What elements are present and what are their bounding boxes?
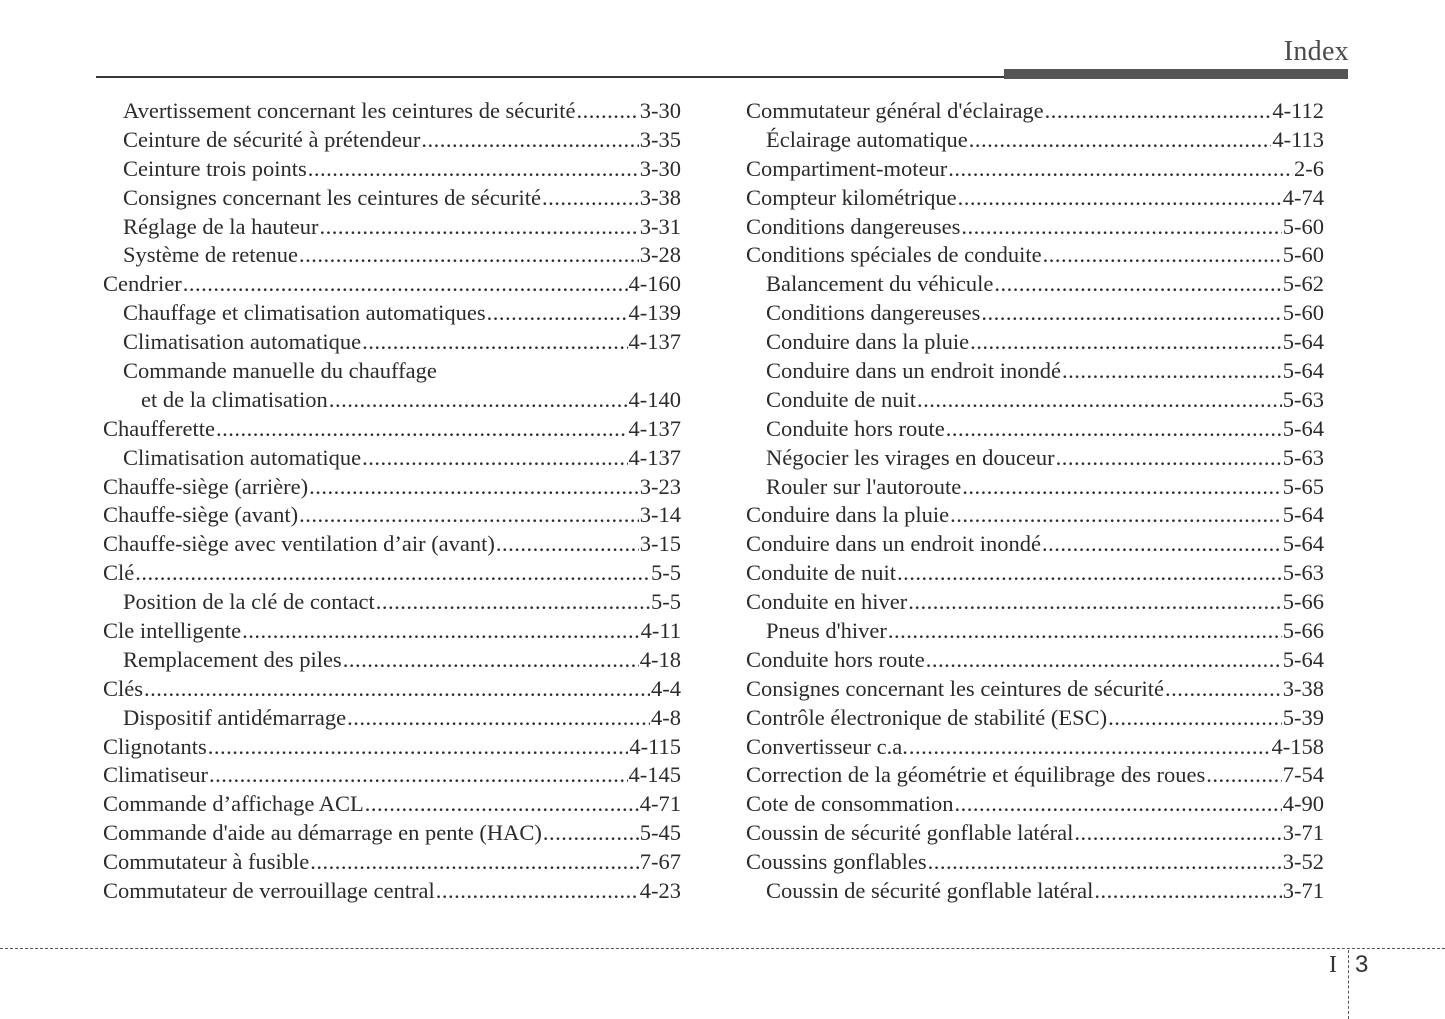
index-term: Climatisation automatique [123,329,362,355]
index-page-ref: 5-64 [1282,531,1324,557]
dot-leader [917,386,1282,415]
dot-leader [144,675,650,704]
index-term: Clé [103,560,135,586]
footer-dashed-rule [0,948,1445,949]
index-term: Consignes concernant les ceintures de sécurité [746,675,1164,701]
dot-leader [950,501,1282,530]
index-entry [746,733,1324,762]
dot-leader [320,213,639,242]
index-page-ref: 3-38 [1282,675,1324,701]
index-page-ref: 4-18 [639,646,681,672]
index-page-ref: 5-60 [1282,300,1324,326]
index-term: Avertissement concernant les ceintures de sécurité [123,98,576,123]
index-term: Rouler sur l'autoroute [766,473,962,499]
index-entry [103,184,681,213]
index-entry [103,386,681,415]
index-term: Conduire dans la pluie [746,502,950,528]
index-page-ref: 5-5 [651,589,681,615]
index-page-ref: 5-63 [1282,386,1324,412]
index-page-ref: 3-71 [1282,878,1324,904]
dot-leader [242,617,639,646]
index-term: Conditions dangereuses [766,300,981,326]
index-term: Ceinture de sécurité à prétendeur [123,126,421,152]
dot-leader [299,241,639,270]
index-entry [746,790,1324,819]
index-page-ref: 3-30 [639,98,681,123]
index-page-ref: 5-45 [639,820,681,846]
index-entry [746,819,1324,848]
dot-leader [948,155,1293,184]
index-page-ref: 3-52 [1282,849,1324,875]
index-entry [103,761,681,790]
index-term: Chauffe-siège (avant) [103,502,299,528]
index-term: Cote de consommation [746,791,954,817]
index-page-ref: 2-6 [1294,155,1324,181]
index-entry [746,473,1324,502]
index-term: Chaufferette [103,415,216,441]
index-page-ref: 4-158 [1271,733,1324,759]
footer-page-number: 3 [1355,951,1369,978]
dot-leader [376,588,650,617]
index-page-ref: 4-139 [628,300,681,326]
dot-leader [577,97,639,126]
index-term: Cendrier [103,271,182,297]
dot-leader [928,848,1282,877]
index-entry [746,761,1324,790]
index-term: Commande manuelle du chauffage [123,358,437,384]
index-term: Cle intelligente [103,618,242,644]
index-term: Remplacement des piles [123,646,342,672]
index-page-ref: 4-137 [628,444,681,470]
dot-leader [487,299,628,328]
index-page-ref: 5-64 [1282,502,1324,528]
index-page-ref: 4-145 [628,762,681,788]
index-page-ref: 4-11 [640,618,681,644]
dot-leader [362,444,627,473]
footer-section-label: I [1329,952,1337,978]
index-page-ref: 5-60 [1282,213,1324,239]
index-entry [746,299,1324,328]
page-title: Index [1283,36,1349,67]
index-page-ref: 4-90 [1282,791,1324,817]
index-page-ref: 5-66 [1282,618,1324,644]
dot-leader [958,184,1282,213]
dot-leader [926,646,1282,675]
index-page-ref: 4-137 [628,329,681,355]
index-page-ref: 7-54 [1282,762,1324,788]
index-term: Ceinture trois points [123,155,307,181]
dot-leader [209,761,628,790]
index-page-ref: 3-31 [639,213,681,239]
index-term: Conduite en hiver [746,589,908,615]
index-entry [103,357,681,386]
dot-leader [308,155,639,184]
dot-leader [496,530,639,559]
index-entry [103,617,681,646]
dot-leader [897,559,1282,588]
dot-leader [994,270,1281,299]
dot-leader [970,328,1282,357]
index-entry [746,357,1324,386]
index-term: Balancement du véhicule [766,271,994,297]
dot-leader [216,415,627,444]
index-entry [746,444,1324,473]
dot-leader [343,646,639,675]
dot-leader [135,559,650,588]
index-term: Clignotants [103,733,207,759]
index-term: Négocier les virages en douceur [766,444,1055,470]
dot-leader [208,733,629,762]
index-page-ref: 4-23 [639,878,681,904]
index-entry [746,241,1324,270]
index-page-ref: 4-160 [628,271,681,297]
index-term: et de la climatisation [141,386,328,412]
dot-leader [909,733,1271,762]
index-entry [103,241,681,270]
index-page-ref: 5-66 [1282,589,1324,615]
index-entry [746,155,1324,184]
index-term: Clés [103,675,144,701]
index-page-ref: 4-112 [1272,98,1324,123]
dot-leader [908,588,1282,617]
index-term: Chauffage et climatisation automatiques [123,300,486,326]
index-page-ref: 3-28 [639,242,681,268]
index-term: Conduire dans un endroit inondé [766,358,1061,384]
index-entry [103,559,681,588]
index-entry [103,299,681,328]
index-entry [746,415,1324,444]
index-term: Conduite hors route [746,646,925,672]
dot-leader [1042,530,1282,559]
dot-leader [436,877,639,906]
dot-leader [543,819,639,848]
header-rule-thick [1004,69,1348,79]
dot-leader [954,790,1281,819]
index-entry [103,877,681,906]
dot-leader [981,299,1281,328]
dot-leader [888,617,1282,646]
dot-leader [542,184,639,213]
index-term: Pneus d'hiver [766,618,887,644]
dot-leader [1074,819,1281,848]
index-entry [746,877,1324,906]
index-page-ref: 5-64 [1282,415,1324,441]
index-page-ref: 3-71 [1282,820,1324,846]
index-entry [746,588,1324,617]
footer-dashed-divider [1348,950,1349,1019]
index-page-ref: 5-65 [1282,473,1324,499]
dot-leader [1045,97,1272,126]
index-term: Commande d'aide au démarrage en pente (HAC) [103,820,542,846]
dot-leader [329,386,628,415]
index-term: Éclairage automatique [766,126,968,152]
index-column-right [746,97,1324,906]
index-term: Chauffe-siège (arrière) [103,473,309,499]
index-page-ref: 3-14 [639,502,681,528]
index-page-ref: 4-140 [628,386,681,412]
index-entry [746,675,1324,704]
index-page-ref: 4-137 [628,415,681,441]
index-page-ref: 4-113 [1272,126,1324,152]
index-page-ref: 5-63 [1282,444,1324,470]
index-term: Conduite hors route [766,415,945,441]
index-entry [103,213,681,242]
index-term: Coussin de sécurité gonflable latéral [746,820,1074,846]
index-entry [746,501,1324,530]
index-term: Consignes concernant les ceintures de sécurité [123,184,541,210]
index-entry [103,155,681,184]
index-entry [746,213,1324,242]
index-page-ref: 5-64 [1282,329,1324,355]
index-term: Climatisation automatique [123,444,362,470]
index-entry [746,704,1324,733]
index-term: Conduite de nuit [746,560,896,586]
index-page-ref: 3-30 [639,155,681,181]
index-page-ref: 3-15 [639,531,681,557]
index-entry [103,530,681,559]
index-entry [746,184,1324,213]
index-page-ref: 5-64 [1282,646,1324,672]
dot-leader [1165,675,1282,704]
index-page-ref: 5-60 [1282,242,1324,268]
index-entry [103,415,681,444]
index-page-ref: 4-71 [639,791,681,817]
index-page-ref: 7-67 [639,849,681,875]
index-term: Conditions dangereuses [746,213,961,239]
index-term: Conduire dans un endroit inondé [746,531,1041,557]
index-term: Système de retenue [123,242,298,268]
index-entry [103,646,681,675]
dot-leader [362,328,627,357]
index-term: Position de la clé de contact [123,589,375,615]
dot-leader [347,704,650,733]
header-rule-thin [96,76,1006,78]
index-entry [103,675,681,704]
index-entry [103,819,681,848]
dot-leader [962,473,1281,502]
dot-leader [1206,761,1282,790]
index-page-ref: 3-35 [639,126,681,152]
index-entry [103,501,681,530]
index-entry [746,386,1324,415]
index-term: Compteur kilométrique [746,184,957,210]
index-page-ref: 5-64 [1282,358,1324,384]
dot-leader [1043,241,1282,270]
index-entry [103,704,681,733]
dot-leader [1108,704,1282,733]
index-page-ref: 5-62 [1282,271,1324,297]
index-column-left [103,97,681,906]
dot-leader [310,848,639,877]
index-term: Climatiseur [103,762,208,788]
index-page-ref: 4-4 [651,675,681,701]
index-entry [103,733,681,762]
index-term: Commutateur de verrouillage central [103,878,435,904]
index-term: Conduite de nuit [766,386,916,412]
index-entry [746,328,1324,357]
dot-leader [365,790,639,819]
index-entry [746,530,1324,559]
index-term: Convertisseur c.a. [746,733,908,759]
index-entry [103,473,681,502]
index-entry [103,444,681,473]
index-term: Commutateur général d'éclairage [746,98,1044,123]
index-entry [103,790,681,819]
index-term: Conduire dans la pluie [766,329,970,355]
index-entry [746,97,1324,126]
dot-leader [1056,444,1282,473]
index-entry [746,270,1324,299]
index-entry [746,848,1324,877]
index-page-ref: 5-63 [1282,560,1324,586]
index-term: Commutateur à fusible [103,849,310,875]
index-entry [103,848,681,877]
index-term: Conditions spéciales de conduite [746,242,1042,268]
index-term: Commande d’affichage ACL [103,791,364,817]
dot-leader [961,213,1281,242]
dot-leader [183,270,628,299]
index-term: Contrôle électronique de stabilité (ESC) [746,704,1108,730]
index-entry [746,646,1324,675]
index-entry [746,559,1324,588]
index-term: Dispositif antidémarrage [123,704,347,730]
index-page-ref: 3-38 [639,184,681,210]
index-term: Correction de la géométrie et équilibrage des roues [746,762,1206,788]
dot-leader [969,126,1272,155]
index-page-ref: 5-39 [1282,704,1324,730]
index-entry [103,588,681,617]
index-term: Chauffe-siège avec ventilation d’air (avant) [103,531,495,557]
index-entry [746,617,1324,646]
index-page-ref: 4-74 [1282,184,1324,210]
index-page-ref: 3-23 [639,473,681,499]
dot-leader [946,415,1282,444]
dot-leader [421,126,638,155]
index-term: Compartiment-moteur [746,155,948,181]
dot-leader [299,501,639,530]
index-page-ref: 5-5 [651,560,681,586]
index-entry [103,270,681,299]
index-term: Coussin de sécurité gonflable latéral [766,878,1094,904]
index-entry [103,126,681,155]
index-term: Coussins gonflables [746,849,927,875]
dot-leader [1062,357,1282,386]
index-entry [746,126,1324,155]
index-page-ref: 4-8 [651,704,681,730]
index-term: Réglage de la hauteur [123,213,319,239]
index-page-ref: 4-115 [629,733,681,759]
index-entry [103,328,681,357]
index-entry [103,97,681,126]
dot-leader [1094,877,1281,906]
dot-leader [309,473,639,502]
